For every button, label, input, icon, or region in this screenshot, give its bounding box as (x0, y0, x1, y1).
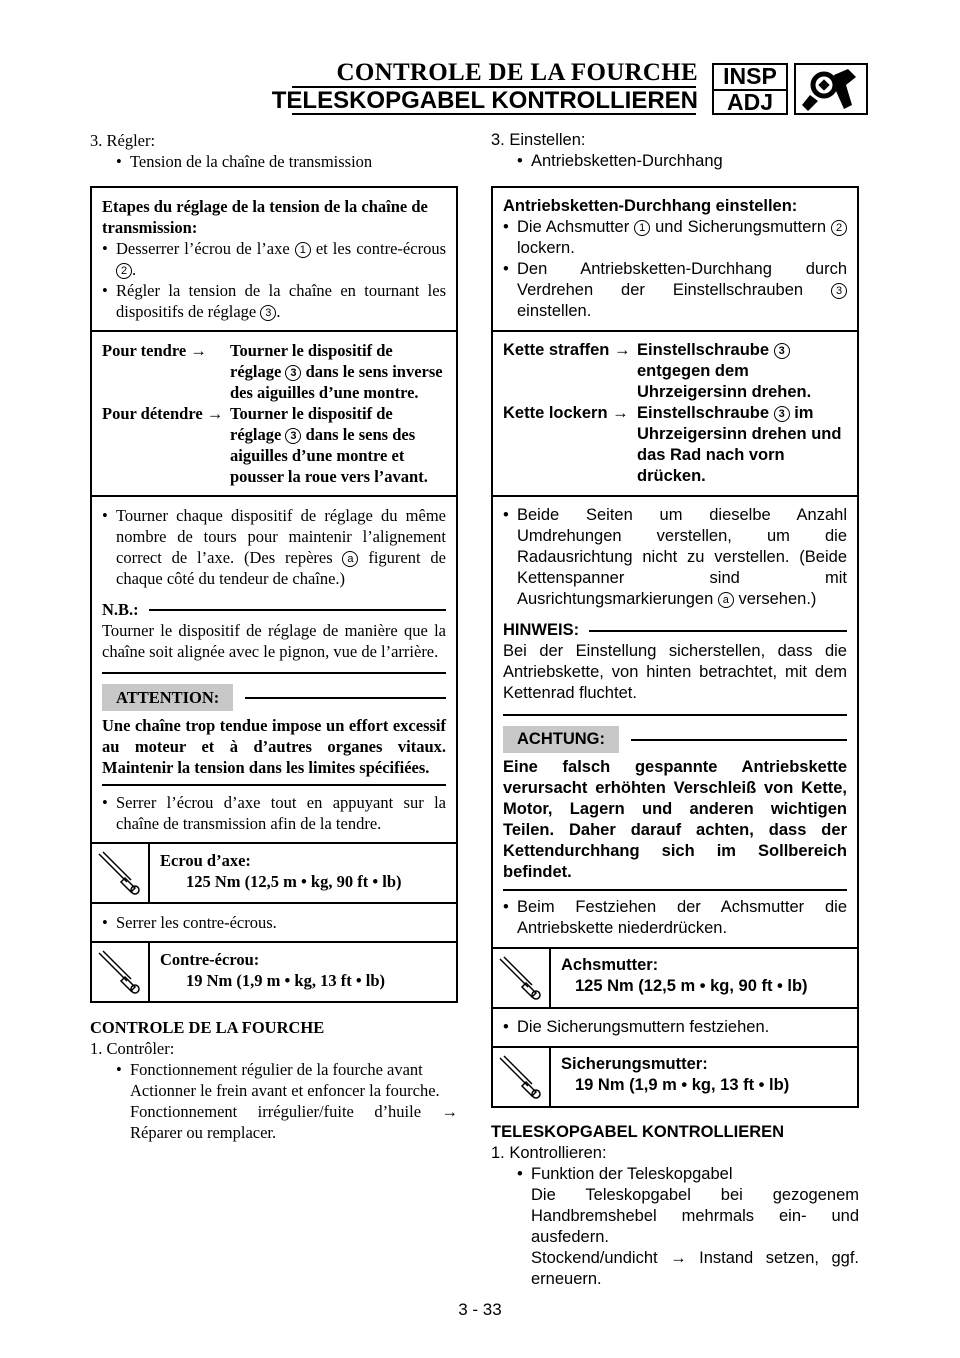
procedure-step-2: • Den Antriebsketten-Durchhang durch Verdrehen der Einstellschrauben 3 einstellen. (503, 260, 847, 320)
badge-adj: ADJ (726, 89, 773, 115)
torque-label: Ecrou d’axe: (160, 851, 251, 870)
torque-axle-nut (493, 949, 857, 1009)
tighten-locknuts-bullet: • Serrer les contre-écrous. (102, 913, 277, 932)
tension-directions (493, 332, 857, 497)
tighten-locknuts (92, 904, 456, 943)
adjust-procedure-box (90, 186, 458, 1003)
torque-value: 125 Nm (12,5 m • kg, 90 ft • lb) (575, 977, 808, 995)
loosen-row: Pour détendre → Tourner le dispositif de réglage 3 dans le sens des aiguilles d’une montre et pousser la roue vers l’avant. (102, 404, 428, 486)
fork-text-1: Actionner le frein avant et enfoncer la fourche. (130, 1081, 440, 1100)
fork-bullet: • Funktion der Teleskopgabel (517, 1165, 733, 1183)
header-title-fr: CONTROLE DE LA FOURCHE (336, 59, 698, 86)
page-number: 3 - 33 (458, 1300, 502, 1319)
fork-text-2: Fonctionnement irrégulier/fuite d’huile → Réparer ou remplacer. (130, 1102, 458, 1142)
tension-directions (92, 332, 456, 497)
torque-wrench-icon (92, 943, 150, 1001)
insp-adj-badge (712, 63, 788, 115)
step-bullet: • Tension de la chaîne de transmission (116, 152, 373, 171)
caution-text: Eine falsch gespannte Antriebskette verursacht erhöhten Verschleiß von Kette, Motor, Lagern und anderen wichtigen Teilen. Daher darauf achten, dass der Kettendurchhang sich im Sollbereich befindet. (503, 758, 847, 881)
tighten-locknuts (493, 1009, 857, 1048)
column-german (491, 130, 859, 1290)
tighten-locknuts-bullet: • Die Sicherungsmuttern festziehen. (503, 1018, 770, 1036)
step-3: 3. Régler: (90, 131, 156, 150)
step-bullet: • Antriebsketten-Durchhang (517, 152, 723, 170)
wrench-inspect-icon (794, 63, 868, 115)
note-rule (102, 672, 446, 674)
fork-step: 1. Kontrollieren: (491, 1144, 607, 1162)
torque-wrench-icon (493, 949, 551, 1007)
header-title-de: TELESKOPGABEL KONTROLLIEREN (271, 87, 698, 114)
fork-heading: CONTROLE DE LA FOURCHE (90, 1018, 325, 1037)
caution-header: ACHTUNG: (503, 726, 847, 753)
torque-wrench-icon (493, 1048, 551, 1106)
alignment-bullet: • Beide Seiten um dieselbe Anzahl Umdrehungen verstellen, um die Radausrichtung nicht zu verstellen. (Beide Kettenspanner sind mit Ausrichtungsmarkierungen a versehen.) (503, 506, 847, 608)
caution-header: ATTENTION: (102, 684, 446, 711)
torque-locknut (92, 943, 456, 1001)
tighten-row: Pour tendre → Tourner le dispositif de réglage 3 dans le sens inverse des aiguilles d’une montre. (102, 341, 443, 402)
procedure-steps (92, 188, 456, 332)
column-french (90, 130, 458, 1143)
torque-label: Achsmutter: (561, 956, 659, 974)
procedure-title: Etapes du réglage de la tension de la chaîne de transmission: (102, 197, 428, 237)
fork-bullet: • Fonctionnement régulier de la fourche avant (116, 1060, 423, 1079)
procedure-step-1: • Die Achsmutter 1 und Sicherungsmuttern 2 lockern. (503, 217, 847, 259)
caution-rule (102, 784, 446, 786)
note-rule (503, 714, 847, 716)
procedure-steps (493, 188, 857, 332)
alignment-bullet: • Tourner chaque dispositif de réglage du même nombre de tours pour maintenir l’alignement correct de l’axe. (Des repères a figurent de chaque côté du tendeur de chaîne.) (102, 506, 446, 588)
torque-label: Sicherungsmutter: (561, 1055, 708, 1073)
torque-locknut (493, 1048, 857, 1106)
loosen-row: Kette lockern → Einstellschraube 3 im Uhrzeigersinn drehen und das Rad nach vorn drücken. (503, 404, 842, 485)
torque-value: 19 Nm (1,9 m • kg, 13 ft • lb) (575, 1076, 790, 1094)
procedure-step-1: • Desserrer l’écrou de l’axe 1 et les contre-écrous 2 . (102, 239, 446, 279)
caution-text: Une chaîne trop tendue impose un effort excessif au moteur et à d’autres organes vitaux. Maintenir la tension dans les limites spécifiées. (102, 716, 446, 777)
caution-rule (503, 889, 847, 891)
procedure-title: Antriebsketten-Durchhang einstellen: (503, 197, 798, 215)
note-text: Bei der Einstellung sicherstellen, dass die Antriebskette, von hinten betrachtet, mit dem Kettenrad fluchtet. (503, 642, 847, 702)
fork-heading: TELESKOPGABEL KONTROLLIEREN (491, 1123, 785, 1141)
torque-value: 19 Nm (1,9 m • kg, 13 ft • lb) (186, 971, 385, 990)
note-header: N.B.: (102, 599, 446, 620)
torque-value: 125 Nm (12,5 m • kg, 90 ft • lb) (186, 872, 402, 891)
torque-axle-nut (92, 844, 456, 904)
tighten-row: Kette straffen → Einstellschraube 3 entgegen dem Uhrzeigersinn drehen. (503, 341, 812, 401)
note-header: HINWEIS: (503, 620, 847, 641)
step-3: 3. Einstellen: (491, 131, 586, 149)
alignment-notes (493, 497, 857, 949)
alignment-notes (92, 497, 456, 844)
tighten-axle-bullet: • Serrer l’écrou d’axe tout en appuyant sur la chaîne de transmission afin de la tendre. (102, 793, 446, 833)
torque-wrench-icon (92, 844, 150, 902)
fork-text-1: Die Teleskopgabel bei gezogenem Handbremshebel mehrmals ein- und ausfedern. (531, 1186, 859, 1246)
adjust-procedure-box (491, 186, 859, 1108)
fork-text-2: Stockend/undicht → Instand setzen, ggf. erneuern. (531, 1249, 859, 1288)
badge-insp: INSP (714, 65, 786, 91)
header-rule-bottom (292, 113, 696, 115)
torque-label: Contre-écrou: (160, 950, 260, 969)
procedure-step-2: • Régler la tension de la chaîne en tournant les dispositifs de réglage 3 . (102, 281, 446, 321)
note-text: Tourner le dispositif de réglage de manière que la chaîne soit alignée avec le pignon, vue de l’arrière. (102, 621, 446, 661)
tighten-axle-bullet: • Beim Festziehen der Achsmutter die Antriebskette niederdrücken. (503, 898, 847, 937)
fork-step: 1. Contrôler: (90, 1039, 175, 1058)
